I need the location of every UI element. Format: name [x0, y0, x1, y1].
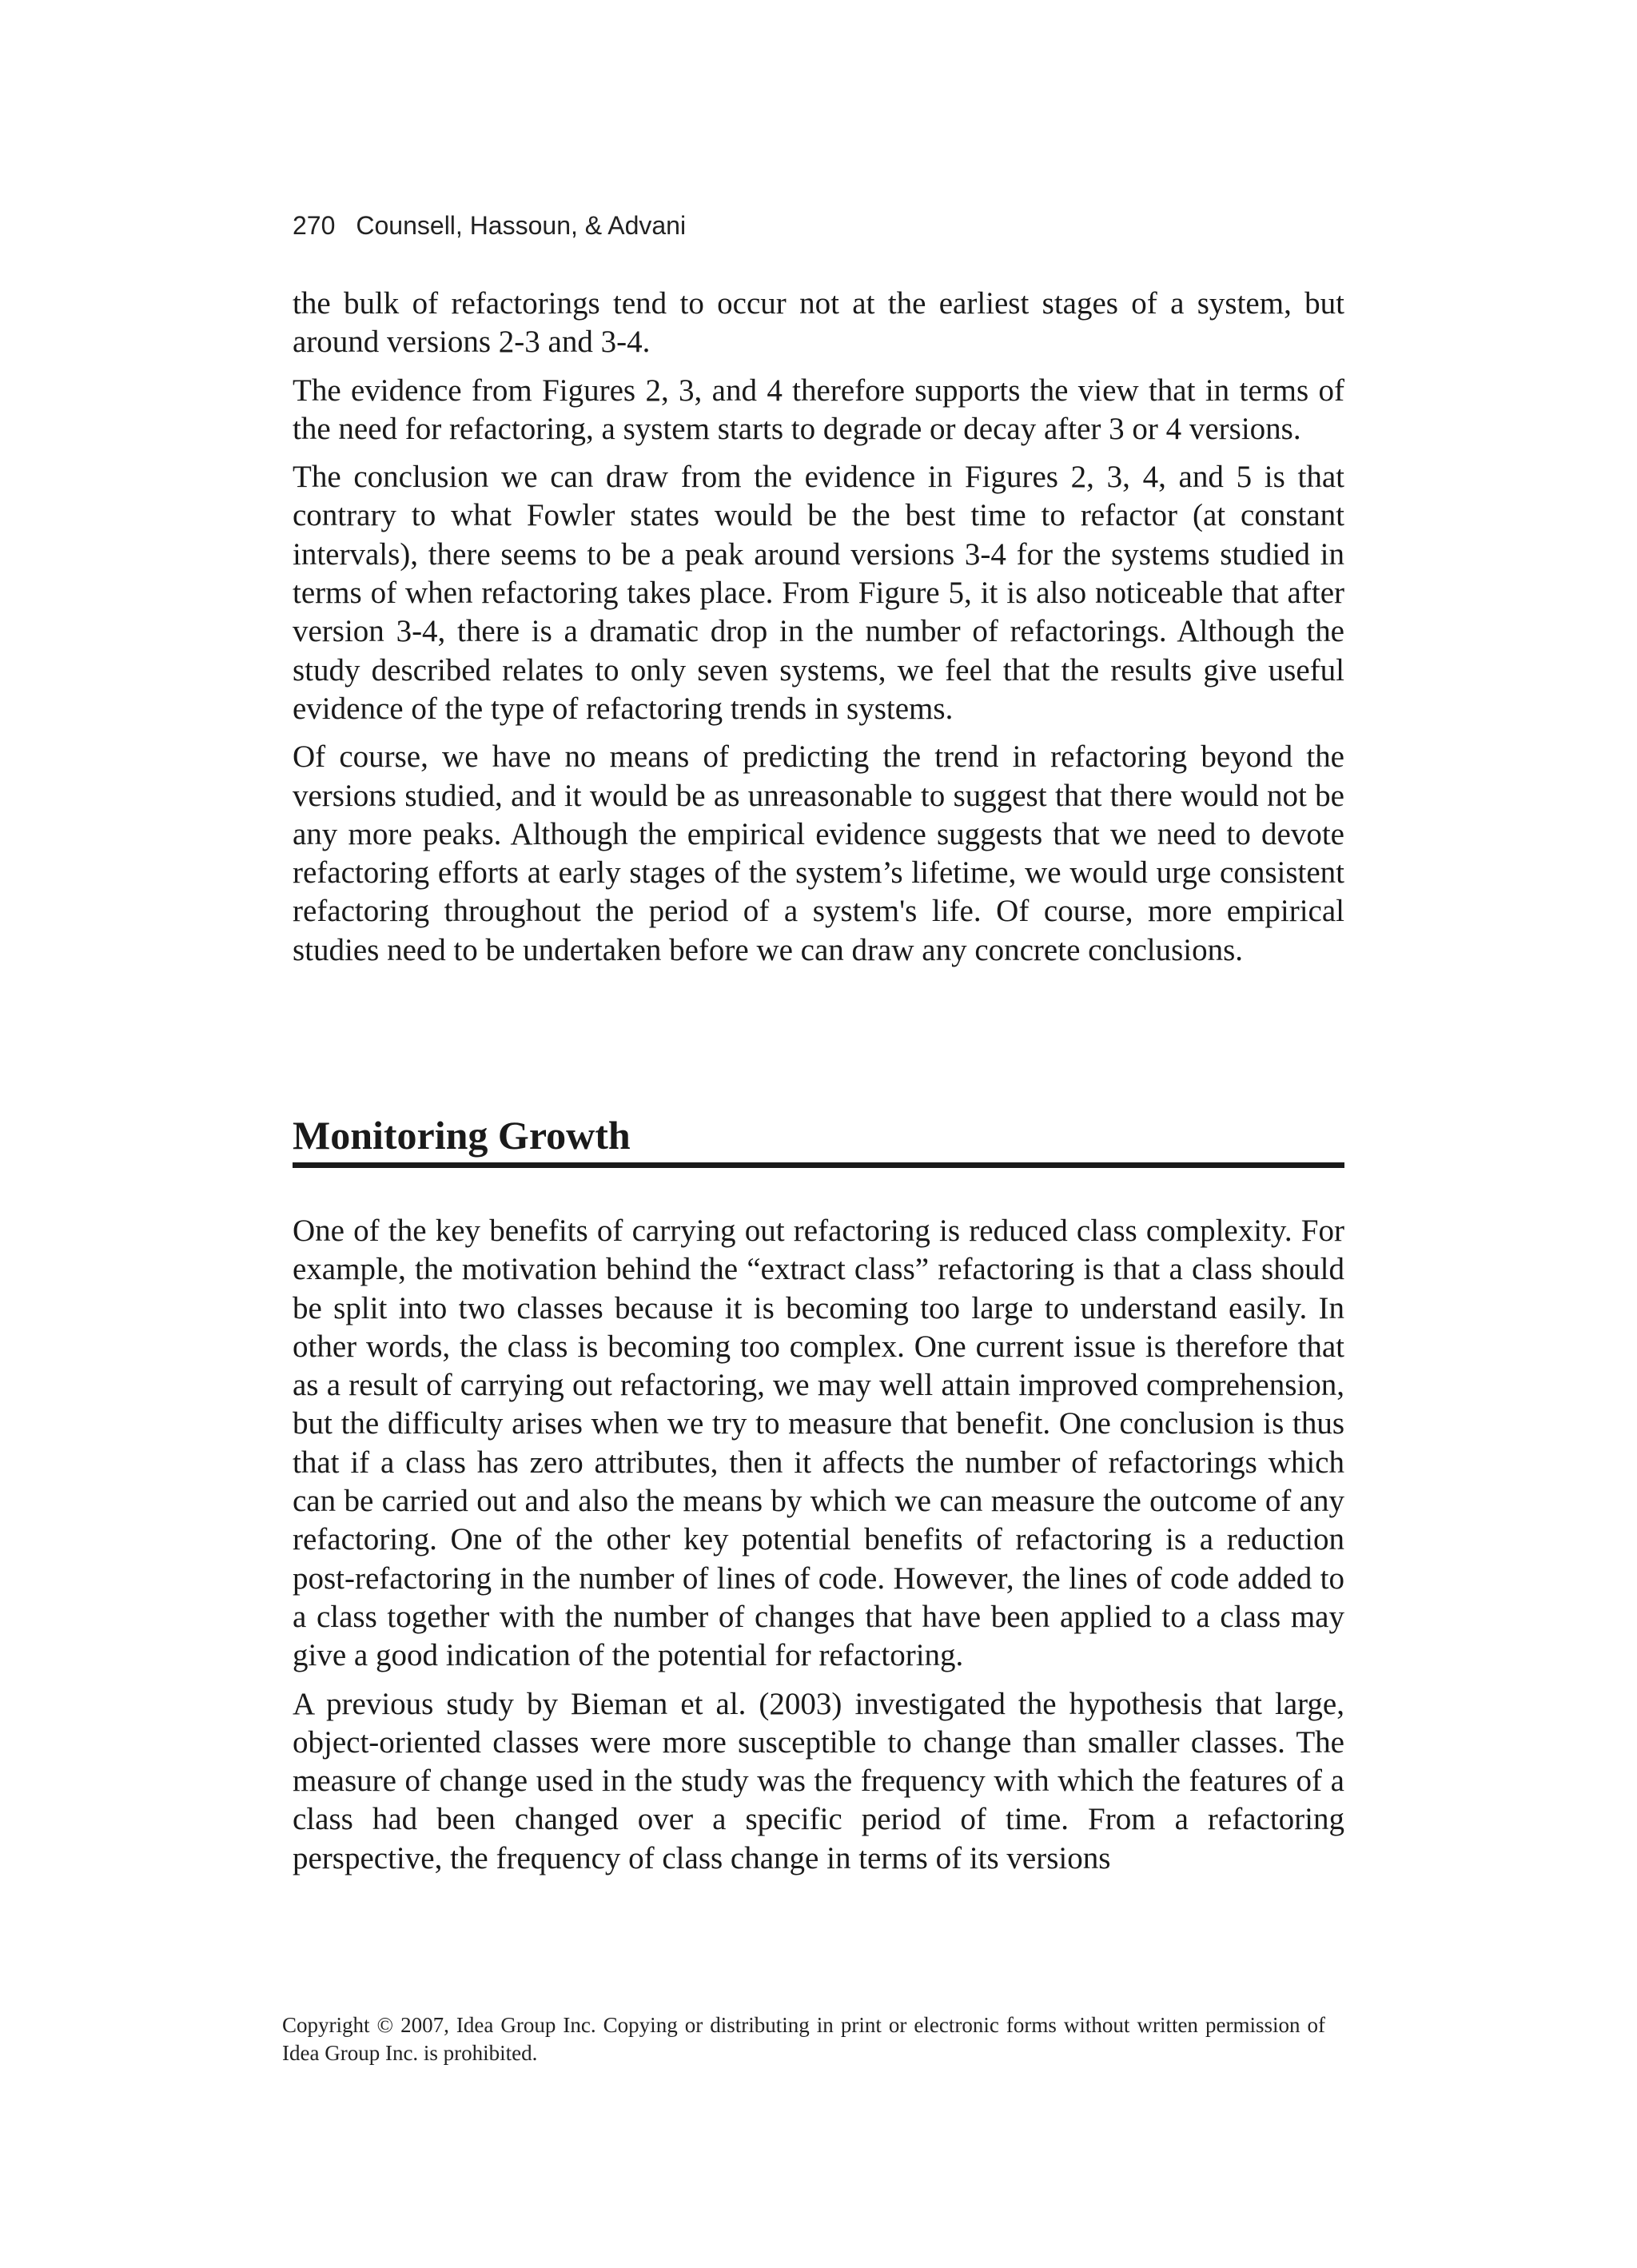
paragraph: the bulk of refactorings tend to occur not at the earliest stages of a system, but around versions 2-3 and 3-4.	[293, 286, 1344, 360]
body-text-top	[293, 285, 1344, 979]
paragraph: The evidence from Figures 2, 3, and 4 therefore supports the view that in terms of the need for refactoring, a system starts to degrade or decay after 3 or 4 versions.	[293, 373, 1344, 446]
paragraph: Of course, we have no means of predicting the trend in refactoring beyond the versions studied, and it would be as unreasonable to suggest that there would not be any more peaks. Although the empirical evidence suggests that we need to devote refactoring efforts at early stages of the system’s lifetime, we would urge consistent refactoring throughout the period of a system's life. Of course, more empirical studies need to be undertaken before we can draw any concrete conclusions.	[293, 739, 1344, 967]
paragraph: The conclusion we can draw from the evidence in Figures 2, 3, 4, and 5 is that contrary to what Fowler states would be the best time to refactor (at constant intervals), there seems to be a peak around versions 3-4 for the systems studied in terms of when refactoring takes place. From Figure 5, it is also noticeable that after version 3-4, there is a dramatic drop in the number of refactorings. Although the study described relates to only seven systems, we feel that the results give useful evidence of the type of refactoring trends in systems.	[293, 460, 1344, 726]
section-heading: Monitoring Growth	[293, 1111, 1344, 1168]
running-head-authors: Counsell, Hassoun, & Advani	[356, 211, 687, 240]
copyright-footer: Copyright © 2007, Idea Group Inc. Copying or distributing in print or electronic forms without written permission of Idea Group Inc. is prohibited.	[282, 2013, 1325, 2065]
section-header	[293, 1111, 1344, 1168]
running-head	[293, 206, 686, 245]
paragraph: One of the key benefits of carrying out refactoring is reduced class complexity. For example, the motivation behind the “extract class” refactoring is that a class should be split into two classes because it is becoming too large to understand easily. In other words, the class is becoming too complex. One current issue is therefore that as a result of carrying out refactoring, we may well attain improved comprehension, but the difficulty arises when we try to measure that benefit. One conclusion is thus that if a class has zero attributes, then it affects the number of refactorings which can be carried out and also the means by which we can measure the outcome of any refactoring. One of the other key potential benefits of refactoring is a reduction post-refactoring in the number of lines of code. However, the lines of code added to a class together with the number of changes that have been applied to a class may give a good indication of the potential for refactoring.	[293, 1214, 1344, 1673]
paragraph: A previous study by Bieman et al. (2003) investigated the hypothesis that large, object-oriented classes were more susceptible to change than smaller classes. The measure of change used in the study was the frequency with which the features of a class had been changed over a specific period of time. From a refactoring perspective, the frequency of class change in terms of its versions	[293, 1686, 1344, 1875]
page-number: 270	[293, 211, 336, 240]
body-text-bottom	[293, 1212, 1344, 1887]
